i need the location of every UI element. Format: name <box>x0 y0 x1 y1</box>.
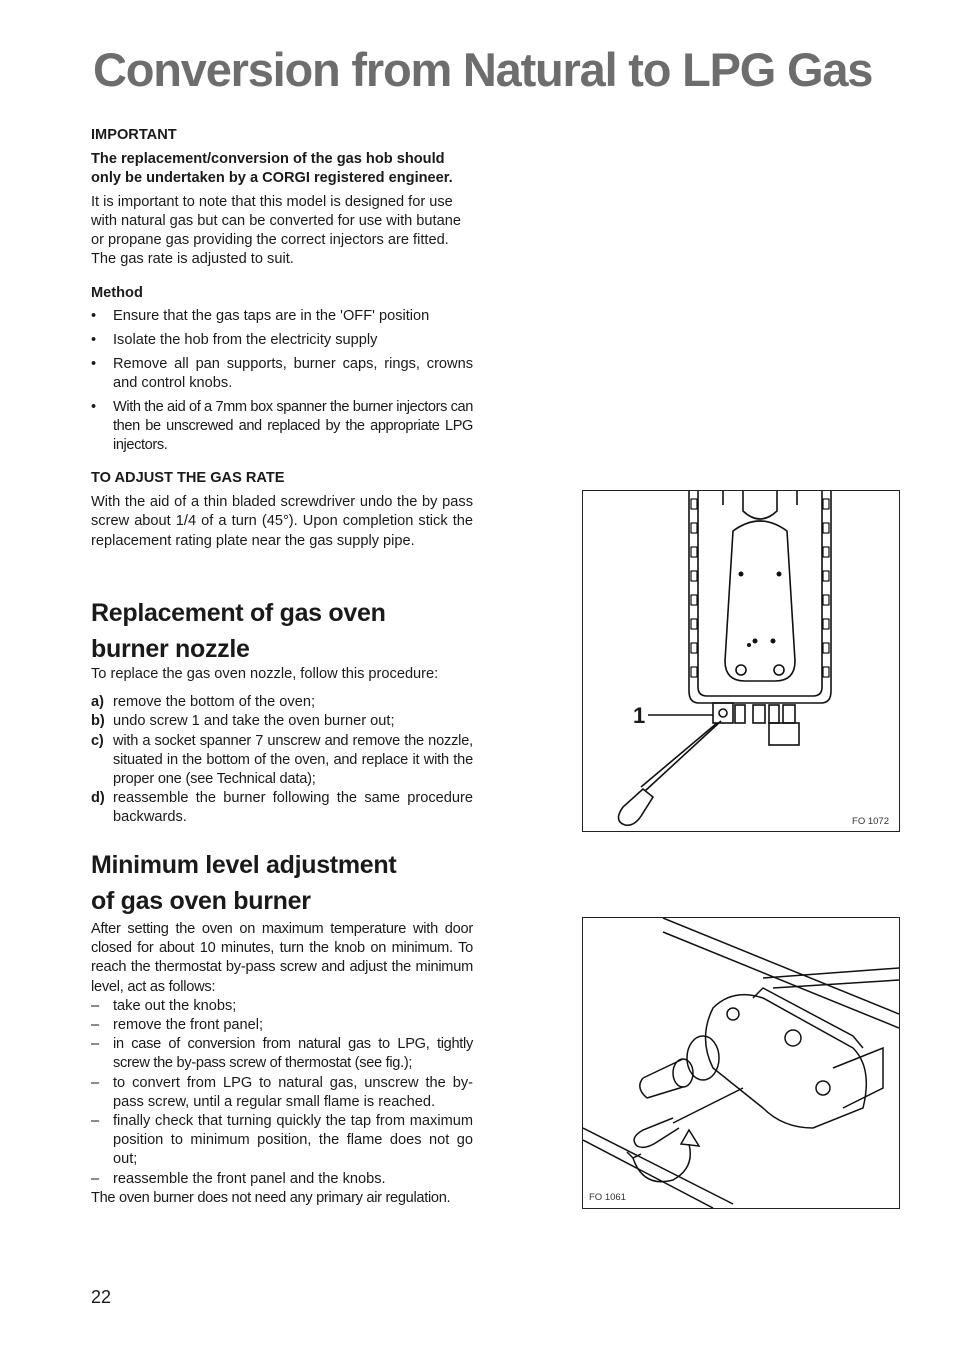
bullet-icon: • <box>91 398 96 415</box>
minimum-section <box>91 847 473 1208</box>
nozzle-heading-line2: burner nozzle <box>91 635 250 663</box>
nozzle-steps <box>91 693 473 827</box>
list-item: – remove the front panel; <box>91 1016 473 1035</box>
dash-icon: – <box>91 1113 100 1130</box>
minimum-heading-line2: of gas oven burner <box>91 887 311 915</box>
important-label: IMPORTANT <box>91 127 177 143</box>
nozzle-heading-line1: Replacement of gas oven <box>91 599 386 627</box>
page-number: 22 <box>91 1287 112 1307</box>
list-item: – to convert from LPG to natural gas, unscrew the by-pass screw, until a regular small flame is reached. <box>91 1074 473 1110</box>
page-title: Conversion from Natural to LPG Gas <box>93 43 873 96</box>
list-item: – finally check that turning quickly the tap from maximum position to minimum position, the flame does not go out; <box>91 1113 473 1168</box>
important-text: It is important to note that this model is designed for use with natural gas but can be converted for use with butane or propane gas providing the correct injectors are fitted. The gas rate is adjusted to suit. <box>91 193 461 268</box>
minimum-intro: After setting the oven on maximum temperature with door closed for about 10 minutes, turn the knob on minimum. To reach the thermostat by-pass screw and adjust the minimum level, act as follows: <box>91 921 473 995</box>
callout-label: 1 <box>633 703 646 728</box>
oven-burner-illustration <box>583 491 899 831</box>
list-item: • With the aid of a 7mm box spanner the burner injectors can then be unscrewed and replaced by the appropriate LPG injectors. <box>91 398 473 454</box>
figure-code: FO 1072 <box>852 816 889 827</box>
bullet-icon: • <box>91 355 97 372</box>
list-item: • Isolate the hob from the electricity supply <box>91 331 473 350</box>
list-item: – reassemble the front panel and the knobs. <box>91 1170 473 1189</box>
dash-icon: – <box>91 1074 100 1091</box>
gas-rate-text: With the aid of a thin bladed screwdriver undo the by pass screw about 1/4 of a turn (45°). Upon completion stick the replacement rating plate near the gas supply pipe. <box>91 494 473 549</box>
dash-icon: – <box>91 1017 100 1034</box>
important-warning: The replacement/conversion of the gas hob should only be undertaken by a CORGI registered engineer. <box>91 151 453 187</box>
list-item: a) remove the bottom of the oven; <box>91 694 315 711</box>
list-item: • Ensure that the gas taps are in the 'OFF' position <box>91 307 473 326</box>
method-list <box>91 307 473 455</box>
list-item: – take out the knobs; <box>91 997 473 1016</box>
minimum-heading-line1: Minimum level adjustment <box>91 851 397 879</box>
nozzle-intro: To replace the gas oven nozzle, follow this procedure: <box>91 666 439 682</box>
dash-icon: – <box>91 997 100 1014</box>
bullet-icon: • <box>91 308 97 325</box>
list-item: b) undo screw 1 and take the oven burner out; <box>91 713 395 730</box>
figure-code: FO 1061 <box>589 1192 626 1203</box>
gas-rate-section <box>91 469 473 551</box>
list-item: d) reassemble the burner following the same procedure backwards. <box>91 790 473 826</box>
figure-oven-burner <box>582 490 900 832</box>
dash-icon: – <box>91 1036 99 1053</box>
thermostat-illustration <box>583 918 899 1208</box>
list-item: c) with a socket spanner 7 unscrew and remove the nozzle, situated in the bottom of the oven, and replace it with the proper one (see Technical data); <box>91 732 473 788</box>
nozzle-section <box>91 595 473 828</box>
minimum-list <box>91 997 473 1189</box>
figure-thermostat <box>582 917 900 1209</box>
method-label: Method <box>91 285 143 301</box>
important-section <box>91 126 473 269</box>
bullet-icon: • <box>91 332 97 348</box>
list-item: • Remove all pan supports, burner caps, rings, crowns and control knobs. <box>91 355 473 391</box>
list-item: – in case of conversion from natural gas to LPG, tightly screw the by-pass screw of thermostat (see fig.); <box>91 1036 473 1072</box>
method-section <box>91 284 473 460</box>
gas-rate-label: TO ADJUST THE GAS RATE <box>91 470 285 486</box>
minimum-closing: The oven burner does not need any primary air regulation. <box>91 1189 451 1206</box>
dash-icon: – <box>91 1170 100 1187</box>
